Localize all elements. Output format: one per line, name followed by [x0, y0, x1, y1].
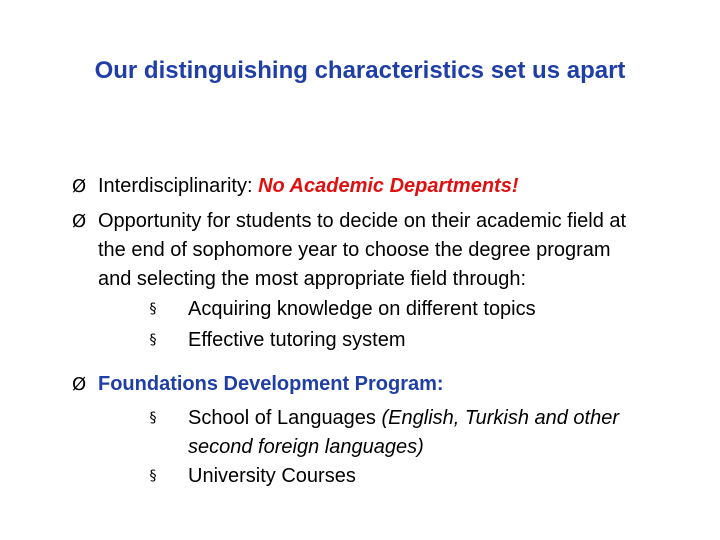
subitem-text: Acquiring knowledge on different topics [188, 298, 536, 320]
subitem-italic-text: (English, Turkish and other [381, 407, 620, 429]
square-bullet-icon: § [149, 301, 157, 317]
bullet-heading: Foundations Development Program: [98, 373, 444, 395]
square-bullet-icon: § [149, 410, 157, 426]
bullet-label: Interdisciplinarity: [98, 175, 259, 197]
bullet-text [98, 172, 708, 201]
arrow-bullet-icon: Ø [72, 211, 87, 232]
bullet-line: the end of sophomore year to choose the degree program [98, 239, 611, 261]
square-bullet-icon: § [149, 468, 157, 484]
subitem-text: Effective tutoring system [188, 329, 406, 351]
arrow-bullet-icon: Ø [72, 176, 87, 197]
bullet-emphasis: No Academic Departments! [258, 175, 519, 197]
subitem-text: University Courses [188, 465, 356, 487]
arrow-bullet-icon: Ø [72, 374, 87, 395]
bullet-line: Opportunity for students to decide on their academic field at [98, 210, 627, 232]
bullet-text [98, 207, 708, 294]
subitem-main-text: School of Languages [188, 407, 382, 429]
slide-title: Our distinguishing characteristics set us apart [94, 57, 626, 84]
subitem-italic-text: second foreign languages) [188, 436, 424, 458]
subitem-text [188, 404, 698, 462]
bullet-line: and selecting the most appropriate field through: [98, 268, 527, 290]
square-bullet-icon: § [149, 332, 157, 348]
